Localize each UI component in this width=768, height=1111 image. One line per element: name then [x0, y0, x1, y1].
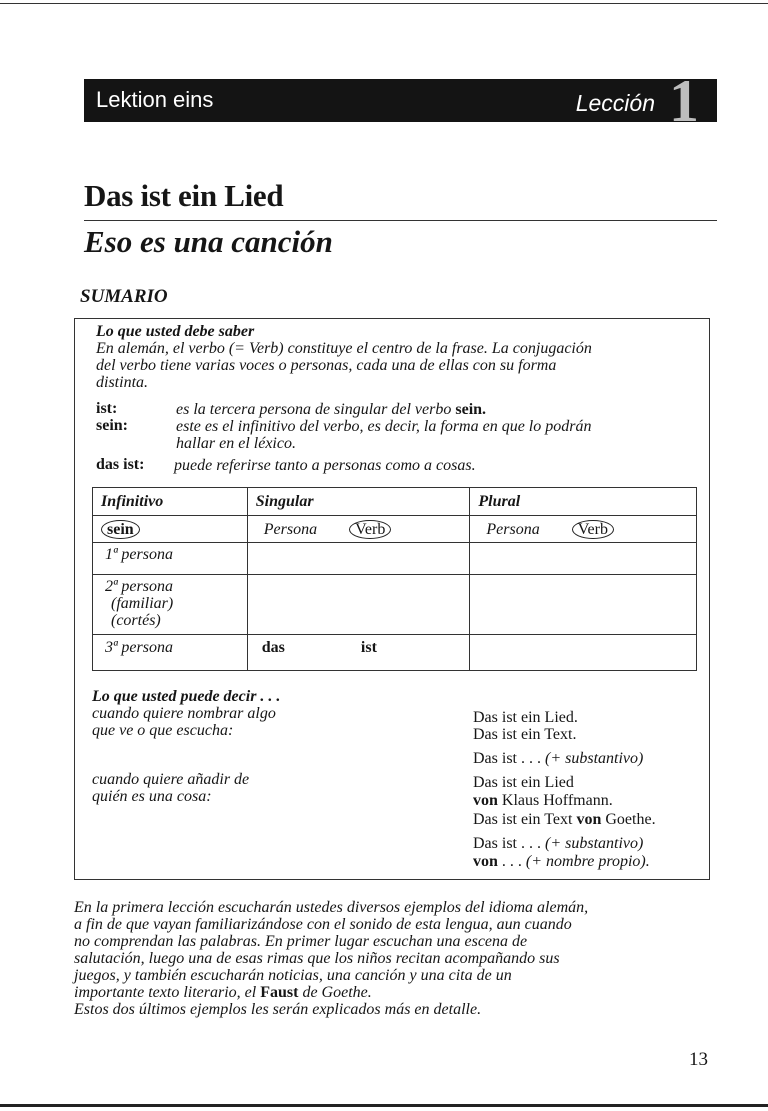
cell-empty [470, 635, 697, 671]
dasist-label: das ist: [96, 456, 145, 473]
title-rule [84, 220, 717, 221]
cell-infinitive [93, 516, 248, 543]
paragraph-line: a fin de que vayan familiarizándose con el sonido de esta lengua, aun cuando [74, 916, 572, 933]
sumario-heading: SUMARIO [80, 286, 168, 307]
header-infinitivo: Infinitivo [93, 488, 248, 516]
faust-bold: Faust [260, 984, 299, 1001]
example-r6-name: Goethe. [605, 811, 656, 828]
dasist-definition: puede referirse tanto a personas como a cosas. [174, 457, 476, 474]
second-person-cortes: (cortés) [111, 612, 161, 629]
top-rule [0, 3, 768, 4]
know-intro-3: distinta. [96, 374, 149, 391]
paragraph-line [74, 984, 714, 1001]
know-intro-2: del verbo tiene varias voces o personas, cada una de ellas con su forma [96, 357, 557, 374]
cell-first-person: 1ª persona [93, 543, 248, 575]
conjugation-table [92, 487, 697, 671]
example-r7-text: Das ist . . . [473, 835, 541, 852]
example-r4: Das ist ein Lied [473, 774, 574, 791]
paragraph-line: Estos dos últimos ejemplos les serán explicados más en detalle. [74, 1001, 482, 1018]
singular-persona: Persona [263, 521, 318, 538]
cell-empty [247, 575, 470, 635]
know-heading: Lo que usted debe saber [96, 323, 255, 340]
sein-definition-2: hallar en el léxico. [176, 435, 296, 452]
ist-definition-text: es la tercera persona de singular del verbo [176, 401, 452, 418]
banner-lektion: Lektion eins [96, 87, 214, 112]
example-r1: Das ist ein Lied. [473, 709, 578, 726]
example-r5 [473, 792, 613, 809]
say-left1-line1: cuando quiere nombrar algo [92, 705, 276, 722]
example-r6-text: Das ist ein Text [473, 811, 573, 828]
know-intro-1: En alemán, el verbo (= Verb) constituye el centro de la frase. La conjugación [96, 340, 592, 357]
example-r3 [473, 750, 643, 767]
lesson-number: 1 [669, 68, 699, 134]
cell-empty [247, 543, 470, 575]
page-number: 13 [689, 1049, 708, 1070]
ist-word: ist [360, 639, 377, 656]
example-r6-von: von [576, 811, 602, 828]
sein-definition-1: este es el infinitivo del verbo, es decir, la forma en que lo podrán [176, 418, 592, 435]
example-r3-text: Das ist . . . [473, 750, 541, 767]
table-header-row [93, 488, 697, 516]
example-r6 [473, 811, 656, 828]
cell-third-person: 3ª persona [93, 635, 248, 671]
example-r7-note: (+ substantivo) [545, 835, 644, 852]
cell-singular-persona-verb [247, 516, 470, 543]
header-singular: Singular [247, 488, 470, 516]
paragraph-text: de Goethe. [302, 984, 372, 1001]
example-r2: Das ist ein Text. [473, 726, 577, 743]
cell-plural-persona-verb [470, 516, 697, 543]
say-heading: Lo que usted puede decir . . . [92, 688, 281, 705]
ist-definition [176, 401, 486, 418]
second-person-label: 2ª persona [105, 578, 173, 595]
plural-verb-circled: Verb [572, 520, 614, 539]
cell-empty [470, 543, 697, 575]
example-r7 [473, 835, 643, 852]
ist-definition-bold: sein. [455, 401, 487, 418]
ist-label: ist: [96, 400, 118, 417]
sein-label: sein: [96, 417, 128, 434]
say-left2-line1: cuando quiere añadir de [92, 771, 250, 788]
paragraph-line: salutación, luego una de esas rimas que los niños recitan acompañando sus [74, 950, 560, 967]
das-word: das [261, 639, 285, 656]
paragraph-line: En la primera lección escucharán ustedes diversos ejemplos del idioma alemán, [74, 899, 589, 916]
cell-das-ist [247, 635, 470, 671]
table-row [93, 635, 697, 671]
intro-paragraph [74, 899, 714, 1018]
title-spanish: Eso es una canción [84, 224, 333, 259]
paragraph-text: importante texto literario, el [74, 984, 257, 1001]
header-plural: Plural [470, 488, 697, 516]
example-r3-note: (+ substantivo) [545, 750, 644, 767]
bottom-rule [0, 1104, 768, 1107]
say-left1-line2: que ve o que escucha: [92, 722, 234, 739]
paragraph-line: no comprendan las palabras. En primer lugar escuchan una escena de [74, 933, 528, 950]
table-row [93, 543, 697, 575]
example-r8 [473, 853, 650, 870]
paragraph-line: juegos, y también escucharán noticias, una canción y una cita de un [74, 967, 512, 984]
banner-leccion: Lección [575, 90, 655, 116]
sein-circled: sein [101, 520, 140, 539]
plural-persona: Persona [486, 521, 540, 538]
singular-verb-circled: Verb [349, 520, 391, 539]
table-row [93, 516, 697, 543]
cell-empty [470, 575, 697, 635]
second-person-familiar: (familiar) [111, 595, 174, 612]
lesson-banner [84, 68, 717, 134]
cell-second-person [93, 575, 248, 635]
example-r5-name: Klaus Hoffmann. [501, 792, 613, 809]
example-r5-von: von [473, 792, 498, 809]
title-german: Das ist ein Lied [84, 178, 284, 213]
say-left2-line2: quién es una cosa: [92, 788, 212, 805]
example-r8-dots: . . . [501, 853, 522, 870]
table-row [93, 575, 697, 635]
example-r8-note: (+ nombre propio). [525, 853, 650, 870]
example-r8-von: von [473, 853, 498, 870]
